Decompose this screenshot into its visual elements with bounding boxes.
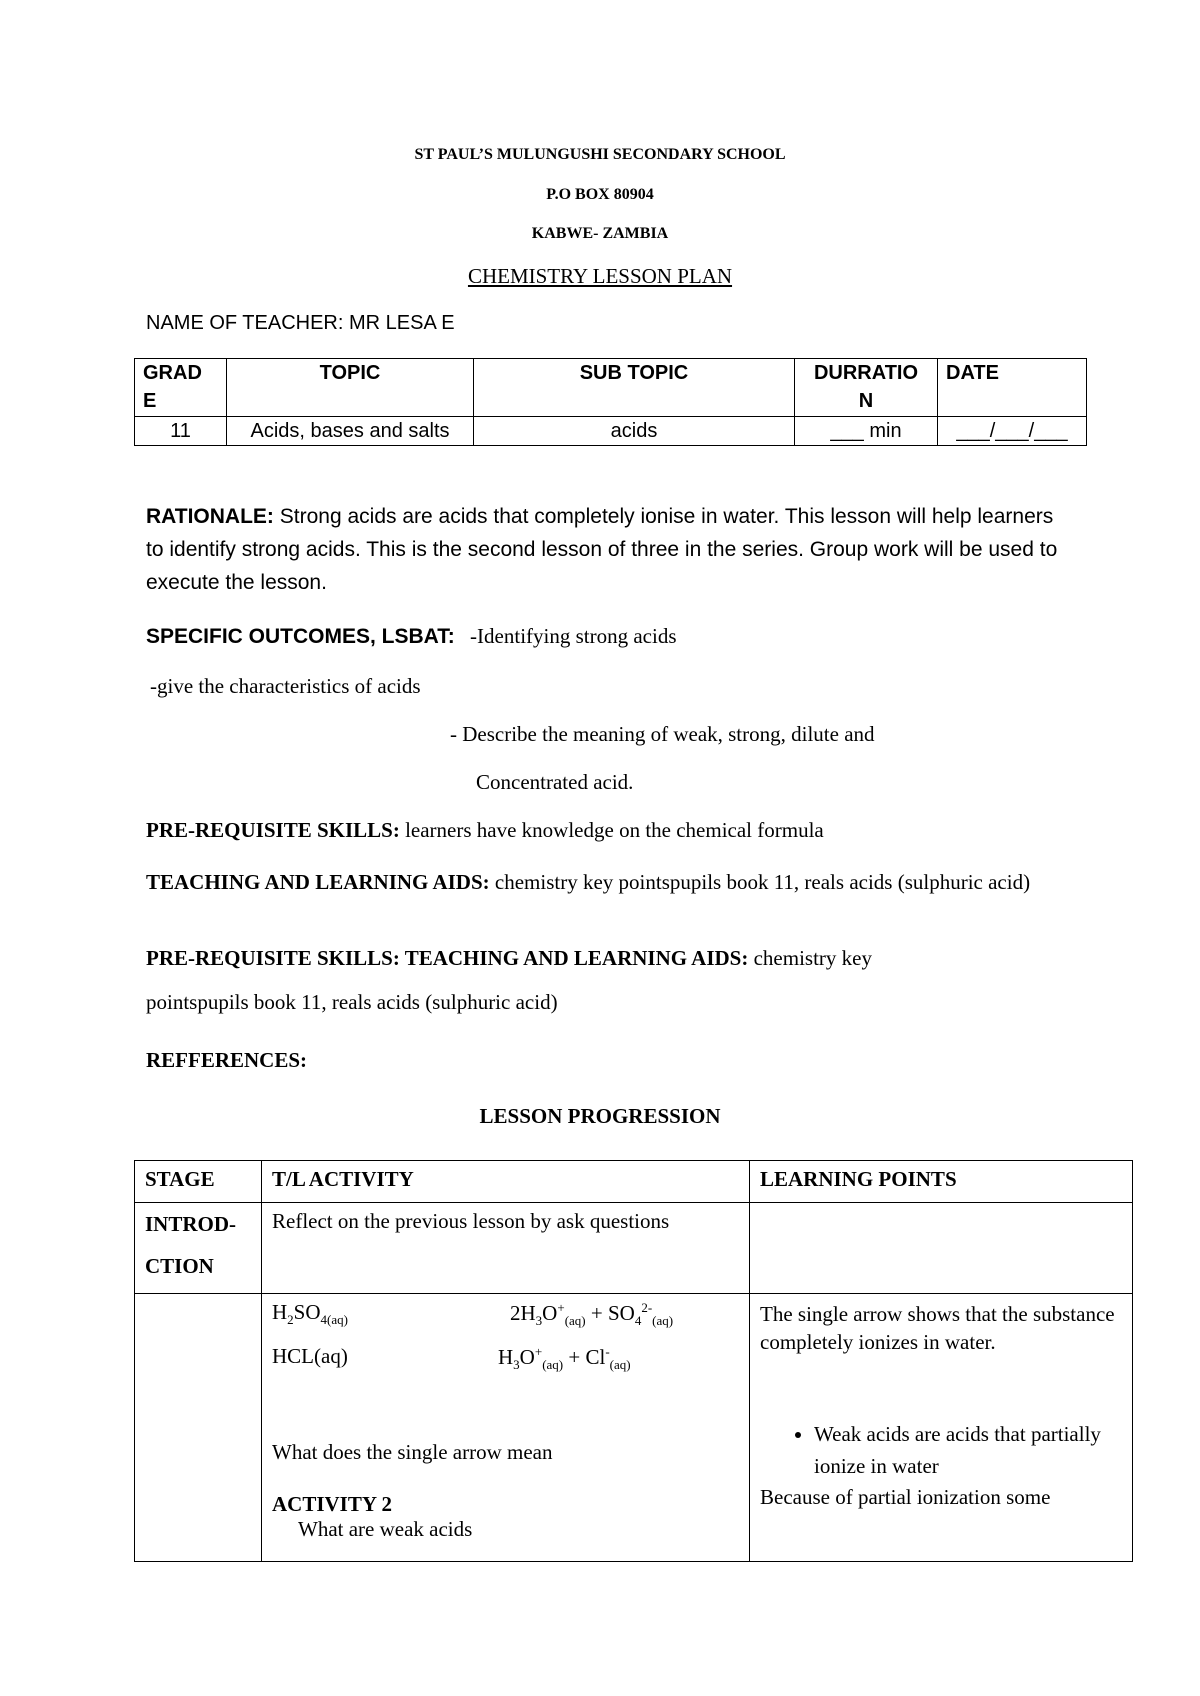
- development-activity: [262, 1294, 750, 1562]
- rationale-text: Strong acids are acids that completely ionise in water. This lesson will help learners to identify strong acids. This is the second lesson of three in the series. Group work will be used to execute the lesson.: [146, 505, 1058, 594]
- topic-cell: Acids, bases and salts: [227, 417, 474, 446]
- introduction-points: [750, 1203, 1133, 1294]
- combined-line-1: [146, 946, 872, 971]
- activity-question: What does the single arrow mean: [272, 1440, 553, 1464]
- equation-2-left: HCL(aq): [272, 1344, 348, 1368]
- point-single-arrow: The single arrow shows that the substance completely ionizes in water.: [760, 1302, 1115, 1354]
- subtopic-header: SUB TOPIC: [474, 359, 795, 417]
- page-title: CHEMISTRY LESSON PLAN: [467, 264, 733, 288]
- teaching-aids-label: TEACHING AND LEARNING AIDS:: [146, 870, 490, 894]
- combined-text-1: chemistry key: [748, 946, 872, 970]
- equation-1-left: $H_2SO_{4(aq)}$: [272, 1300, 348, 1328]
- outcome-1: -Identifying strong acids: [470, 624, 677, 648]
- progression-table: [134, 1160, 1133, 1562]
- topic-header: TOPIC: [227, 359, 474, 417]
- duration-cell: ___ min: [795, 417, 938, 446]
- equation-2-right: $H_3O^+_{(aq)} + Cl^-_{(aq)}$: [498, 1344, 631, 1373]
- activity-2-text: What are weak acids: [298, 1517, 473, 1541]
- introduction-activity: Reflect on the previous lesson by ask questions: [262, 1203, 750, 1294]
- equation-1-right: $2H_3O^+_{(aq)} + SO_4^{2-}_{(aq)}$: [510, 1300, 674, 1329]
- outcome-3: - Describe the meaning of weak, strong, dilute and: [450, 722, 875, 746]
- introduction-stage: INTROD- CTION: [135, 1203, 262, 1294]
- date-header: DATE: [938, 359, 1087, 417]
- outcome-4: Concentrated acid.: [476, 770, 634, 794]
- teaching-aids: [146, 866, 1076, 898]
- prerequisite-label: PRE-REQUISITE SKILLS:: [146, 818, 400, 842]
- date-cell: ___/___/___: [938, 417, 1087, 446]
- outcome-2: -give the characteristics of acids: [150, 674, 421, 698]
- info-table-row: [135, 417, 1087, 446]
- teaching-aids-text: chemistry key pointspupils book 11, reals acids (sulphuric acid): [489, 870, 1031, 894]
- equation-2: [272, 1344, 739, 1440]
- grade-header: GRAD E: [135, 359, 227, 417]
- development-row: [135, 1294, 1133, 1562]
- outcomes-label: SPECIFIC OUTCOMES, LSBAT:: [146, 625, 455, 648]
- duration-header: DURRATIO N: [795, 359, 938, 417]
- progression-header-row: [135, 1161, 1133, 1203]
- combined-text-2: pointspupils book 11, reals acids (sulphuric acid): [146, 990, 558, 1014]
- weak-acid-bullet: • Weak acids are acids that partially ionize in water: [814, 1418, 1122, 1482]
- subtopic-cell: acids: [474, 417, 795, 446]
- equation-1: [272, 1300, 739, 1344]
- po-box: P.O BOX 80904: [546, 186, 654, 203]
- info-table: [134, 358, 1087, 446]
- point-partial-ionization: Because of partial ionization some: [760, 1485, 1051, 1509]
- school-name: ST PAUL’S MULUNGUSHI SECONDARY SCHOOL: [414, 146, 786, 163]
- rationale: [146, 500, 1076, 599]
- combined-label: PRE-REQUISITE SKILLS: TEACHING AND LEARNING AIDS:: [146, 946, 749, 970]
- development-points: [750, 1294, 1133, 1562]
- town: KABWE- ZAMBIA: [531, 225, 669, 242]
- prerequisite: [146, 818, 824, 843]
- activity-header: T/L ACTIVITY: [262, 1161, 750, 1203]
- prerequisite-text: learners have knowledge on the chemical formula: [399, 818, 824, 842]
- introduction-row: [135, 1203, 1133, 1294]
- progression-title: LESSON PROGRESSION: [479, 1104, 721, 1128]
- development-stage: [135, 1294, 262, 1562]
- stage-header: STAGE: [135, 1161, 262, 1203]
- outcomes-line: [146, 624, 677, 649]
- points-header: LEARNING POINTS: [750, 1161, 1133, 1203]
- references-label: REFFERENCES:: [146, 1048, 308, 1072]
- grade-cell: 11: [135, 417, 227, 446]
- activity-2-label: ACTIVITY 2: [272, 1492, 392, 1516]
- teacher-name: NAME OF TEACHER: MR LESA E: [146, 312, 455, 334]
- rationale-label: RATIONALE:: [146, 505, 274, 528]
- info-table-header: [135, 359, 1087, 417]
- weak-acid-list: [760, 1418, 1122, 1482]
